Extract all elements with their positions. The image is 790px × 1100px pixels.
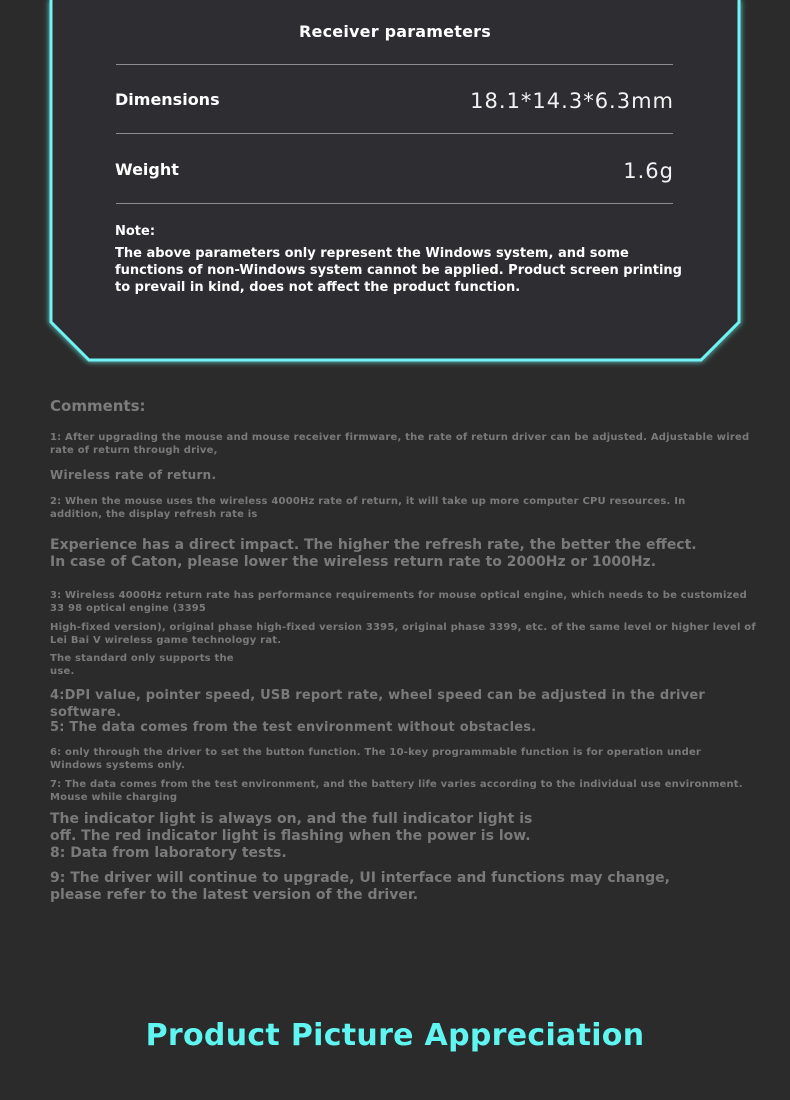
comment-item: 6: only through the driver to set the button function. The 10-key programmable function is for operation under Windows systems only.: [50, 747, 702, 771]
spec-panel-frame: [0, 0, 790, 370]
weight-value: 1.6g: [623, 159, 674, 183]
comment-item: High-fixed version), original phase high-fixed version 3395, original phase 3399, etc. of the same level or higher level of Lei Bai V wireless game technology rat.: [50, 622, 756, 646]
product-picture-appreciation-heading: Product Picture Appreciation: [145, 1018, 645, 1053]
note-title: Note:: [115, 224, 156, 239]
comment-item: 1: After upgrading the mouse and mouse receiver firmware, the rate of return driver can be adjusted. Adjustable wired rate of return through drive,: [50, 432, 750, 456]
comment-item: 4:DPI value, pointer speed, USB report rate, wheel speed can be adjusted in the driver software.: [50, 688, 705, 720]
comment-item: 7: The data comes from the test environment, and the battery life varies according to the individual use environment. Mouse while charging: [50, 779, 743, 803]
comment-item: The indicator light is always on, and the full indicator light is off. The red indicator light is flashing when the power is low. 8: Data from laboratory tests.: [50, 811, 533, 861]
dimensions-label: Dimensions: [115, 90, 220, 109]
weight-label: Weight: [115, 160, 179, 179]
comment-item: 3: Wireless 4000Hz return rate has performance requirements for mouse optical engine, which needs to be customized 33 98 optical engine (3395: [50, 590, 747, 614]
spec-divider: [116, 64, 673, 65]
comment-item: Wireless rate of return.: [50, 468, 217, 482]
comment-item: 9: The driver will continue to upgrade, UI interface and functions may change, please refer to the latest version of the driver.: [50, 870, 670, 903]
dimensions-value: 18.1*14.3*6.3mm: [470, 89, 674, 113]
comment-item: The standard only supports the use.: [50, 653, 234, 677]
comment-item: 2: When the mouse uses the wireless 4000Hz rate of return, it will take up more computer CPU resources. In addition, the display refresh rate is: [50, 496, 686, 520]
comments-title: Comments:: [50, 397, 146, 415]
spec-divider: [116, 133, 673, 134]
comment-item: Experience has a direct impact. The higher the refresh rate, the better the effect. In case of Caton, please lower the wireless return rate to 2000Hz or 1000Hz.: [50, 537, 697, 570]
comment-item: 5: The data comes from the test environment without obstacles.: [50, 720, 537, 735]
spec-divider: [116, 203, 673, 204]
note-body: The above parameters only represent the Windows system, and some functions of non-Windows system cannot be applied. Product screen printing to prevail in kind, does not affect the product function.: [115, 246, 682, 295]
receiver-parameters-title: Receiver parameters: [299, 22, 491, 41]
